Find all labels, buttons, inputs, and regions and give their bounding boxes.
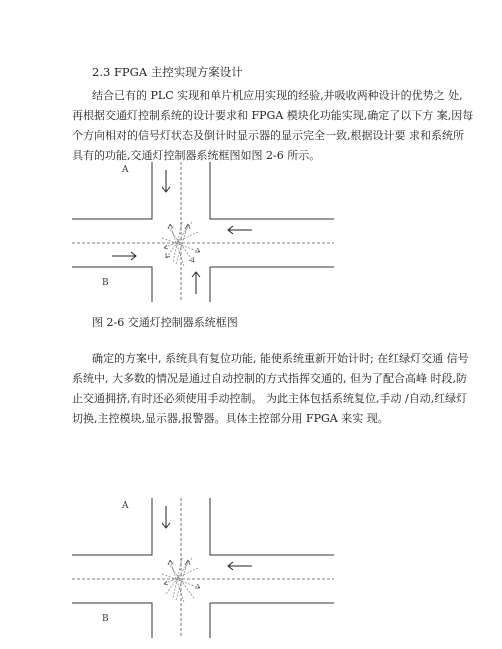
intersection-svg: [72, 498, 334, 638]
paragraph-line: 切换,主控模块,显示器,报警器。具体主控部分用 FPGA 来实 现。: [72, 412, 389, 425]
arrow-north: [192, 272, 200, 294]
label-b: B: [102, 278, 109, 288]
road-edge: [72, 267, 152, 302]
turn-arrow: [176, 560, 188, 600]
section-heading: 2.3 FPGA 主控实现方案设计: [92, 65, 243, 79]
paragraph-line: 再根据交通灯控制系统的设计要求和 FPGA 模块化功能实现,确定了以下方 案,因每: [72, 109, 474, 122]
turn-arrowhead: [195, 584, 200, 588]
arrow-east: [112, 252, 136, 260]
paragraph-line: 个方向相对的信号灯状态及倒计时显示器的显示完全一致,根据设计要 求和系统所: [72, 129, 464, 142]
arrow-south: [162, 170, 170, 192]
intersection-diagram-2: [72, 498, 334, 638]
label-b: B: [102, 614, 109, 624]
road-edge: [210, 267, 334, 302]
label-a: A: [122, 165, 129, 175]
label-a: A: [122, 501, 129, 511]
paragraph-1: [72, 86, 474, 166]
turn-arrow: [166, 222, 192, 258]
road-edge: [72, 603, 152, 638]
intersection-svg: [72, 162, 334, 302]
arrow-west: [228, 562, 252, 570]
paragraph-line: 系统中, 大多数的情况是通过自动控制的方式指挥交通的, 但为了配合高峰 时段,防: [72, 372, 467, 385]
paragraph-line: 止交通拥挤,有时还必须使用手动控制。 为此主体包括系统复位,手动 /自动,红绿灯: [72, 392, 468, 405]
paragraph-2: [72, 349, 469, 429]
turn-arrowhead: [195, 248, 200, 252]
figure-caption: 图 2-6 交通灯控制器系统框图: [92, 316, 238, 329]
road-edge: [72, 498, 152, 555]
turn-arrow: [176, 224, 188, 264]
turn-arrow: [166, 558, 192, 594]
road-edge: [72, 162, 152, 219]
arrow-west: [228, 226, 252, 234]
arrow-south: [162, 506, 170, 528]
road-edge: [210, 162, 334, 219]
road-edge: [210, 603, 334, 638]
intersection-diagram-1: [72, 162, 334, 302]
road-edge: [210, 498, 334, 555]
paragraph-line: 确定的方案中, 系统具有复位功能, 能使系统重新开始计时; 在红绿灯交通 信号: [92, 352, 469, 365]
paragraph-line: 结合已有的 PLC 实现和单片机应用实现的经验,并吸收两种设计的优势之 处,: [92, 89, 463, 102]
paragraph-line: 具有的功能,交通灯控制器系统框图如图 2-6 所示。: [72, 149, 321, 162]
